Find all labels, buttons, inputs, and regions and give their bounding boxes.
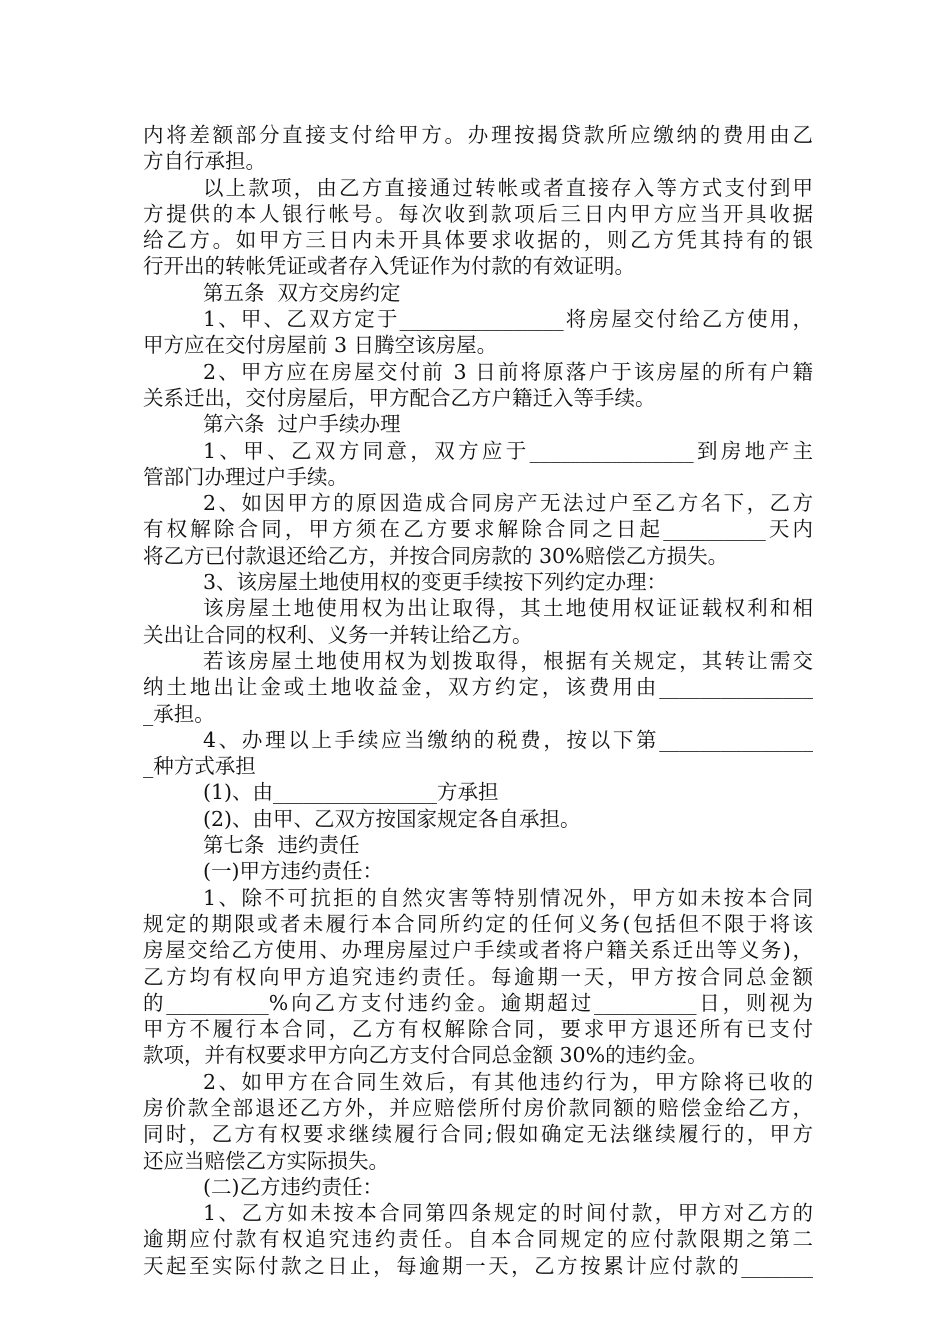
- text-line: 行开出的转帐凭证或者存入凭证作为付款的有效证明。: [143, 254, 635, 279]
- text-line: 方自行承担。: [143, 149, 266, 174]
- text-line: 3、该房屋土地使用权的变更手续按下列约定办理：: [203, 570, 668, 595]
- text-line: 纳土地出让金或土地收益金，双方约定，该费用由_______________: [143, 675, 813, 700]
- text-line: 给乙方。如甲方三日内未开具体要求收据的，则乙方凭其持有的银: [143, 228, 813, 253]
- text-line: 2、如因甲方的原因造成合同房产无法过户至乙方名下，乙方: [203, 491, 813, 516]
- text-line: 规定的期限或者未履行本合同所约定的任何义务(包括但不限于将该: [143, 911, 813, 936]
- text-line: 甲方应在交付房屋前 3 日腾空该房屋。: [143, 333, 498, 358]
- text-line: 的__________%向乙方支付违约金。逾期超过__________日，则视为: [143, 990, 813, 1015]
- text-line: 第七条 违约责任: [203, 833, 360, 858]
- contract-page: [143, 122, 813, 1279]
- text-line: 方提供的本人银行帐号。每次收到款项后三日内甲方应当开具收据: [143, 201, 813, 226]
- text-line: 有权解除合同，甲方须在乙方要求解除合同之日起__________天内: [143, 517, 813, 542]
- text-line: 内将差额部分直接支付给甲方。办理按揭贷款所应缴纳的费用由乙: [143, 123, 813, 147]
- text-line: 1、甲、乙双方定于________________将房屋交付给乙方使用，: [203, 307, 813, 332]
- text-line: 还应当赔偿乙方实际损失。: [143, 1148, 389, 1173]
- text-line: 房屋交给乙方使用、办理房屋过户手续或者将户籍关系迁出等义务)，: [143, 938, 813, 963]
- text-line: 款项，并有权要求甲方向乙方支付合同总金额 30%的违约金。: [143, 1043, 708, 1068]
- text-line: 第六条 过户手续办理: [203, 412, 401, 437]
- text-line: 2、甲方应在房屋交付前 3 日前将原落户于该房屋的所有户籍: [203, 359, 813, 384]
- text-line: 4、办理以上手续应当缴纳的税费，按以下第_______________: [203, 727, 813, 752]
- text-line: 逾期应付款有权追究违约责任。自本合同规定的应付款限期之第二: [143, 1227, 813, 1252]
- text-line: 2、如甲方在合同生效后，有其他违约行为，甲方除将已收的: [203, 1069, 813, 1094]
- text-line: 关出让合同的权利、义务一并转让给乙方。: [143, 622, 533, 647]
- text-line: _承担。: [143, 701, 215, 726]
- text-line: 甲方不履行本合同，乙方有权解除合同，要求甲方退还所有已支付: [143, 1017, 813, 1042]
- text-line: (二)乙方违约责任：: [203, 1174, 383, 1199]
- text-line: 第五条 双方交房约定: [203, 280, 401, 305]
- text-line: 若该房屋土地使用权为划拨取得，根据有关规定，其转让需交: [203, 648, 813, 673]
- text-line: 同时，乙方有权要求继续履行合同;假如确定无法继续履行的，甲方: [143, 1122, 813, 1147]
- text-line: 1、乙方如未按本合同第四条规定的时间付款，甲方对乙方的: [203, 1201, 813, 1226]
- text-line: 1、甲、乙双方同意，双方应于________________到房地产主: [203, 438, 813, 463]
- text-line: 管部门办理过户手续。: [143, 464, 348, 489]
- text-line: 该房屋土地使用权为出让取得，其土地使用权证证载权利和相: [203, 596, 813, 621]
- text-line: (一)甲方违约责任：: [203, 859, 383, 884]
- text-line: (2)、由甲、乙双方按国家规定各自承担。: [203, 806, 581, 831]
- text-line: 将乙方已付款退还给乙方，并按合同房款的 30%赔偿乙方损失。: [143, 543, 729, 568]
- text-line: 房价款全部退还乙方外，并应赔偿所付房价款同额的赔偿金给乙方，: [143, 1095, 813, 1120]
- text-line: 乙方均有权向甲方追究违约责任。每逾期一天，甲方按合同总金额: [143, 964, 813, 989]
- text-line: 关系迁出，交付房屋后，甲方配合乙方户籍迁入等手续。: [143, 385, 656, 410]
- text-line: 1、除不可抗拒的自然灾害等特别情况外，甲方如未按本合同: [203, 885, 813, 910]
- text-line: _种方式承担: [143, 754, 256, 779]
- text-line: (1)、由________________方承担: [203, 780, 499, 805]
- text-line: 天起至实际付款之日止，每逾期一天，乙方按累计应付款的_______: [143, 1253, 813, 1278]
- text-line: 以上款项，由乙方直接通过转帐或者直接存入等方式支付到甲: [203, 175, 813, 200]
